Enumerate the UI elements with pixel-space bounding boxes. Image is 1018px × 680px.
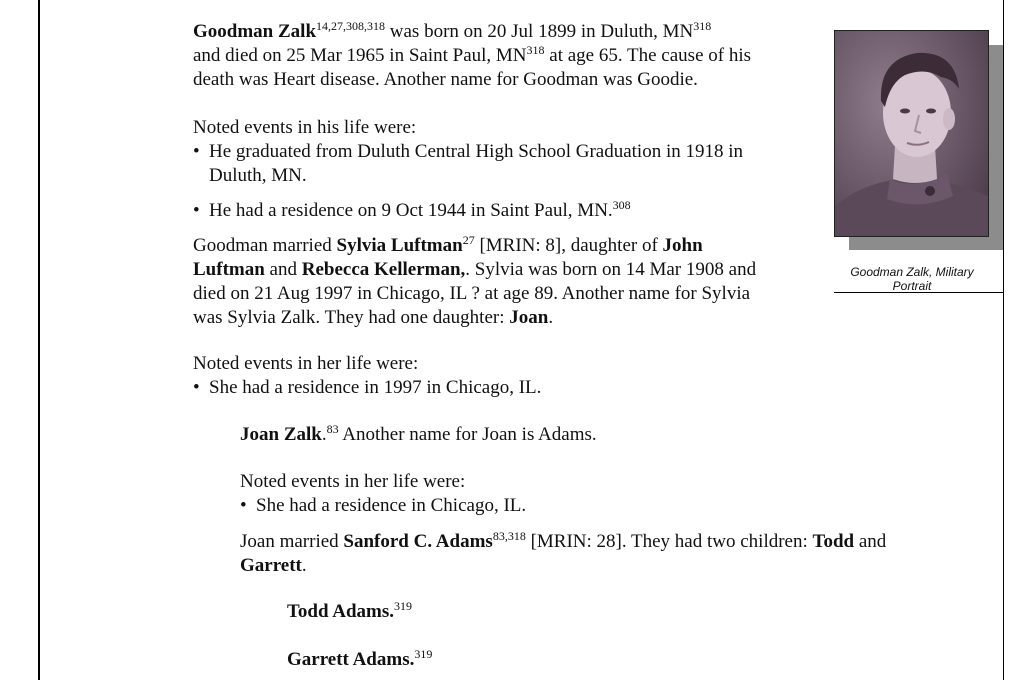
- page-left-border: [38, 0, 40, 680]
- period-text: .: [301, 555, 307, 576]
- joan-marriage-text: Joan married: [240, 531, 344, 552]
- child-2-name: Garrett: [240, 555, 302, 576]
- father-last-name: Luftman: [193, 259, 265, 280]
- bullet-icon: •: [193, 141, 200, 162]
- mother-name: Rebecca Kellerman,: [301, 259, 466, 280]
- and-text: and: [854, 531, 887, 552]
- his-event-2-citation: 308: [612, 198, 631, 212]
- joan-marriage-line-1: [240, 530, 886, 554]
- joan-event-1-text: She had a residence in Chicago, IL.: [256, 495, 527, 516]
- period-text: .: [548, 307, 554, 328]
- spouse-birth-text: . Sylvia was born on 14 Mar 1908 and: [465, 259, 757, 280]
- his-event-1-line-2: Duluth, MN.: [209, 165, 307, 186]
- his-event-2-label: He had a residence on 9 Oct 1944 in Saint Paul, MN.: [209, 200, 613, 221]
- marriage-line-3: died on 21 Aug 1997 in Chicago, IL ? at age 89. Another name for Sylvia: [193, 283, 751, 304]
- garrett-name: Garrett Adams: [287, 649, 410, 670]
- caption-line-1: Goodman Zalk, Military: [850, 265, 974, 279]
- marriage-line-1: [193, 234, 703, 258]
- marriage-line-2: [193, 258, 756, 282]
- death-age-text: at age 65. The cause of his: [544, 45, 751, 66]
- joan-spouse-citation: 83,318: [492, 529, 526, 543]
- todd-citation: 319: [394, 599, 413, 613]
- her-events-heading: Noted events in her life were:: [193, 353, 419, 374]
- daughter-of-text: [MRIN: 8], daughter of: [474, 235, 663, 256]
- death-citation: 318: [526, 43, 545, 57]
- person-name-citation: 14,27,308,318: [316, 19, 386, 33]
- joan-marriage-line-2: [240, 554, 307, 578]
- person-name: Goodman Zalk: [193, 21, 317, 42]
- portrait-photo: [834, 30, 989, 237]
- marriage-text: Goodman married: [193, 235, 337, 256]
- person-line-2: [193, 44, 751, 68]
- his-event-1-line-1: He graduated from Duluth Central High School Graduation in 1918 in: [209, 141, 744, 162]
- joan-children-text: [MRIN: 28]. They had two children:: [525, 531, 813, 552]
- todd-name: Todd Adams: [287, 601, 390, 622]
- joan-spouse-name: Sanford C. Adams: [343, 531, 493, 552]
- person-line-3: death was Heart disease. Another name for Goodman was Goodie.: [193, 69, 698, 90]
- marriage-line-4: [193, 306, 553, 330]
- her-event-1-text: She had a residence in 1997 in Chicago, IL.: [209, 377, 542, 398]
- child-1-name: Todd: [812, 531, 855, 552]
- person-line-1: [193, 20, 711, 44]
- his-event-2-text: [209, 199, 631, 223]
- joan-events-heading: Noted events in her life were:: [240, 471, 466, 492]
- children-text: was Sylvia Zalk. They had one daughter:: [193, 307, 510, 328]
- joan-line-1: Joan Zalk.$^{83}$ Another name for Joan is Adams.: [240, 422, 597, 445]
- father-first-name: John: [662, 235, 703, 256]
- bullet-icon: •: [193, 377, 200, 398]
- joan-name: Joan Zalk: [240, 424, 322, 445]
- daughter-name: Joan: [509, 307, 549, 328]
- photo-caption: [834, 265, 990, 293]
- birth-text: was born on 20 Jul 1899 in Duluth, MN: [385, 21, 694, 42]
- bullet-icon: •: [193, 200, 200, 221]
- spouse-name: Sylvia Luftman: [336, 235, 463, 256]
- spouse-citation: 27: [462, 233, 475, 247]
- page-right-border: [1003, 0, 1004, 680]
- and-text: and: [264, 259, 302, 280]
- death-text: and died on 25 Mar 1965 in Saint Paul, MN: [193, 45, 527, 66]
- garrett-citation: 319: [414, 647, 433, 661]
- child-garrett: Garrett Adams.$^{319}$: [287, 647, 433, 670]
- birth-citation: 318: [693, 19, 712, 33]
- his-events-heading: Noted events in his life were:: [193, 117, 417, 138]
- portrait-image-icon: [835, 31, 988, 236]
- bullet-icon: •: [240, 495, 247, 516]
- caption-divider: [834, 292, 1004, 293]
- child-todd: Todd Adams.$^{319}$: [287, 599, 413, 622]
- joan-citation: 83: [326, 422, 339, 436]
- joan-alias-text: Another name for Joan is Adams.: [338, 424, 597, 445]
- caption-line-2: Portrait: [892, 279, 932, 293]
